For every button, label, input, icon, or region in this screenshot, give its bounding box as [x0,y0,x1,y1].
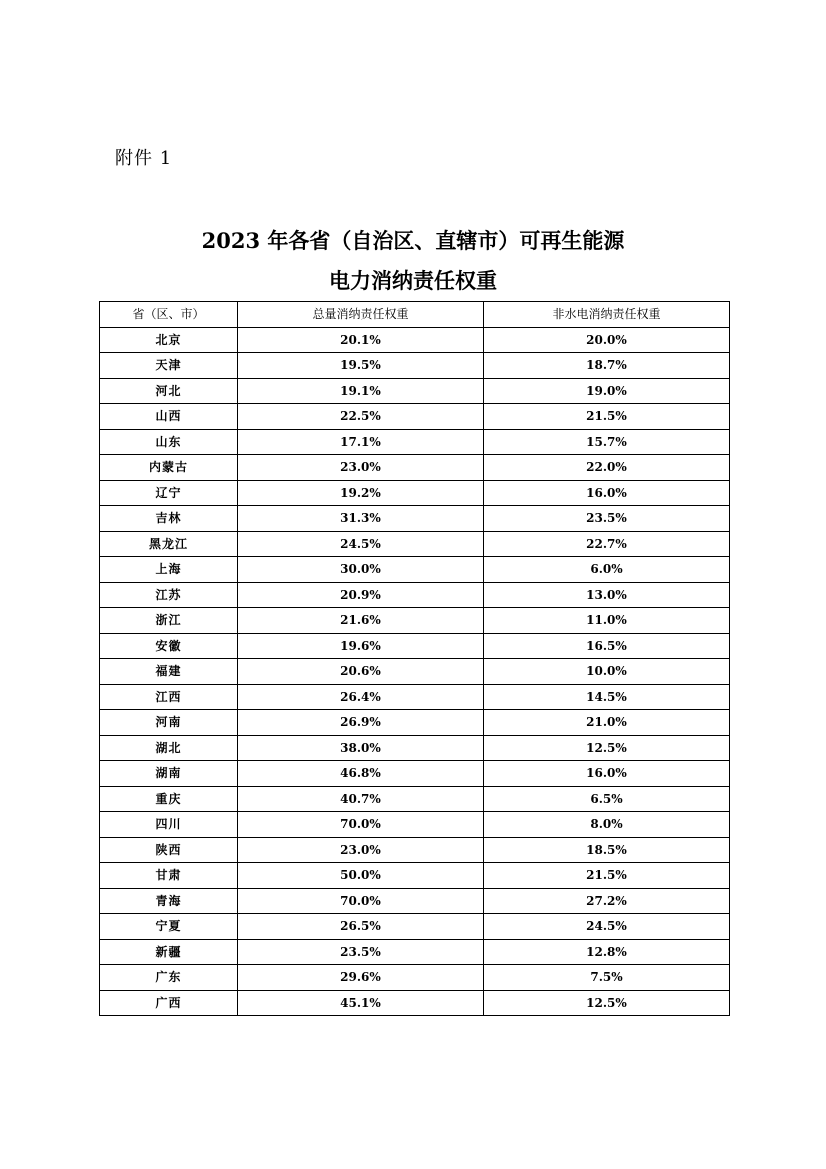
province-cell: 吉林 [100,506,238,532]
table-row [100,914,730,940]
total-weight-cell: 20.1% [238,327,484,353]
non-hydro-weight-cell: 12.5% [484,735,730,761]
total-weight-cell: 46.8% [238,761,484,787]
province-cell: 湖南 [100,761,238,787]
province-cell: 重庆 [100,786,238,812]
table-row [100,786,730,812]
province-cell: 内蒙古 [100,455,238,481]
non-hydro-weight-cell: 22.7% [484,531,730,557]
non-hydro-weight-cell: 18.7% [484,353,730,379]
total-weight-cell: 17.1% [238,429,484,455]
table-row [100,761,730,787]
non-hydro-weight-cell: 7.5% [484,965,730,991]
non-hydro-weight-cell: 12.5% [484,990,730,1016]
province-cell: 广东 [100,965,238,991]
total-weight-cell: 23.0% [238,837,484,863]
table-row [100,990,730,1016]
province-cell: 江西 [100,684,238,710]
table-row [100,608,730,634]
table-row [100,353,730,379]
total-weight-cell: 70.0% [238,888,484,914]
province-cell: 宁夏 [100,914,238,940]
total-weight-cell: 38.0% [238,735,484,761]
province-cell: 江苏 [100,582,238,608]
document-title-line-2: 电力消纳责任权重 [329,268,497,293]
province-cell: 北京 [100,327,238,353]
table-row [100,582,730,608]
province-cell: 河北 [100,378,238,404]
total-weight-cell: 50.0% [238,863,484,889]
total-weight-cell: 19.5% [238,353,484,379]
province-cell: 陕西 [100,837,238,863]
total-weight-cell: 45.1% [238,990,484,1016]
province-cell: 浙江 [100,608,238,634]
table-body [100,327,730,1016]
table-row [100,404,730,430]
non-hydro-weight-cell: 12.8% [484,939,730,965]
non-hydro-weight-cell: 20.0% [484,327,730,353]
total-weight-cell: 23.5% [238,939,484,965]
table-row [100,735,730,761]
consumption-weight-table [99,301,730,1016]
total-weight-cell: 26.4% [238,684,484,710]
province-cell: 上海 [100,557,238,583]
table-row [100,888,730,914]
non-hydro-weight-cell: 10.0% [484,659,730,685]
header-non-hydro-weight: 非水电消纳责任权重 [484,302,730,328]
header-total-weight: 总量消纳责任权重 [238,302,484,328]
table-row [100,710,730,736]
non-hydro-weight-cell: 11.0% [484,608,730,634]
non-hydro-weight-cell: 14.5% [484,684,730,710]
total-weight-cell: 22.5% [238,404,484,430]
total-weight-cell: 19.2% [238,480,484,506]
table-row [100,480,730,506]
non-hydro-weight-cell: 16.0% [484,761,730,787]
non-hydro-weight-cell: 6.5% [484,786,730,812]
non-hydro-weight-cell: 21.0% [484,710,730,736]
non-hydro-weight-cell: 18.5% [484,837,730,863]
table-row [100,684,730,710]
table-row [100,633,730,659]
header-province: 省（区、市） [100,302,238,328]
total-weight-cell: 19.6% [238,633,484,659]
table-row [100,378,730,404]
province-cell: 山东 [100,429,238,455]
non-hydro-weight-cell: 15.7% [484,429,730,455]
table-row [100,455,730,481]
table-row [100,429,730,455]
table-header-row [100,302,730,328]
province-cell: 天津 [100,353,238,379]
table-row [100,863,730,889]
total-weight-cell: 29.6% [238,965,484,991]
document-title-line-1: 2023 年各省（自治区、直辖市）可再生能源 [201,228,625,253]
province-cell: 四川 [100,812,238,838]
attachment-label: 附件 1 [115,148,173,169]
total-weight-cell: 31.3% [238,506,484,532]
province-cell: 湖北 [100,735,238,761]
total-weight-cell: 20.6% [238,659,484,685]
table-row [100,965,730,991]
table-row [100,557,730,583]
non-hydro-weight-cell: 16.5% [484,633,730,659]
non-hydro-weight-cell: 19.0% [484,378,730,404]
total-weight-cell: 70.0% [238,812,484,838]
total-weight-cell: 20.9% [238,582,484,608]
non-hydro-weight-cell: 24.5% [484,914,730,940]
non-hydro-weight-cell: 27.2% [484,888,730,914]
total-weight-cell: 40.7% [238,786,484,812]
total-weight-cell: 24.5% [238,531,484,557]
province-cell: 福建 [100,659,238,685]
total-weight-cell: 23.0% [238,455,484,481]
table-row [100,506,730,532]
province-cell: 河南 [100,710,238,736]
table-row [100,531,730,557]
table-row [100,327,730,353]
non-hydro-weight-cell: 6.0% [484,557,730,583]
non-hydro-weight-cell: 13.0% [484,582,730,608]
province-cell: 辽宁 [100,480,238,506]
province-cell: 广西 [100,990,238,1016]
total-weight-cell: 26.5% [238,914,484,940]
province-cell: 安徽 [100,633,238,659]
non-hydro-weight-cell: 23.5% [484,506,730,532]
table-row [100,939,730,965]
non-hydro-weight-cell: 21.5% [484,404,730,430]
non-hydro-weight-cell: 16.0% [484,480,730,506]
province-cell: 青海 [100,888,238,914]
table-row [100,812,730,838]
province-cell: 甘肃 [100,863,238,889]
province-cell: 新疆 [100,939,238,965]
total-weight-cell: 19.1% [238,378,484,404]
province-cell: 山西 [100,404,238,430]
total-weight-cell: 26.9% [238,710,484,736]
non-hydro-weight-cell: 8.0% [484,812,730,838]
table-row [100,659,730,685]
non-hydro-weight-cell: 22.0% [484,455,730,481]
total-weight-cell: 30.0% [238,557,484,583]
province-cell: 黑龙江 [100,531,238,557]
total-weight-cell: 21.6% [238,608,484,634]
table-row [100,837,730,863]
non-hydro-weight-cell: 21.5% [484,863,730,889]
